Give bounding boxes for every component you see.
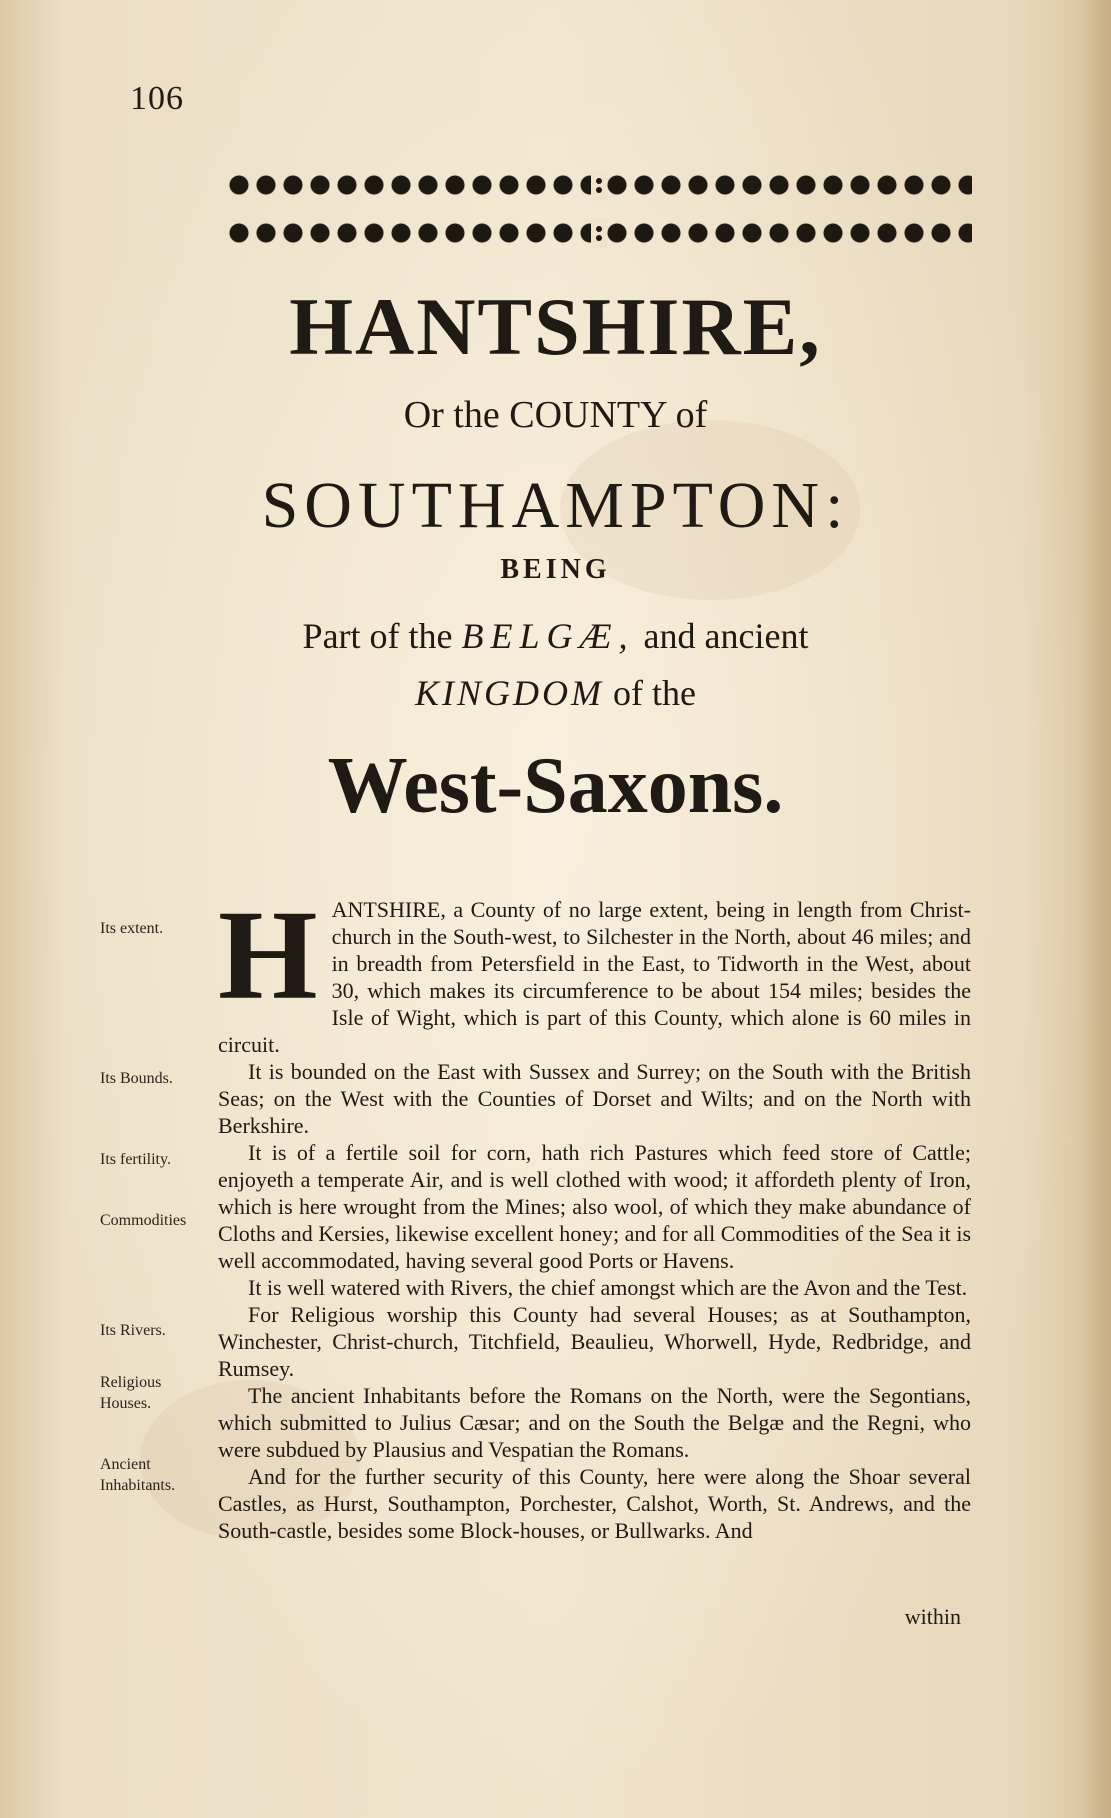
- county-title: SOUTHAMPTON:: [261, 469, 850, 542]
- subtitle: Or the COUNTY of: [403, 394, 708, 436]
- margin-note: Its extent.: [100, 920, 164, 937]
- and-ancient-text: and ancient: [643, 616, 809, 656]
- paragraph-rivers: It is well watered with Rivers, the chief amongst which are the Avon and the Test.: [248, 1275, 968, 1300]
- paragraph-inhabitants: The ancient Inhabitants before the Romans on the North, were the Segontians, which submitted to Julius Cæsar; and on the South the Belgæ and the Regni, who were subdued by Plausius and Vespatian the Romans.: [218, 1383, 971, 1462]
- paragraph-castles: And for the further security of this County, here were along the Shoar several Castles, as Hurst, Southampton, Porchester, Calshot, Worth, St. Andrews, and the South-castle, besides some Block-houses, or Bullwarks. And: [218, 1464, 971, 1543]
- margin-note: Its Rivers.: [100, 1322, 166, 1339]
- body-text: [218, 884, 971, 1544]
- paragraph-religious-houses: For Religious worship this County had several Houses; as at Southampton, Winchester, Christ-church, Titchfield, Beaulieu, Whorwell, Hyde, Redbridge, and Rumsey.: [218, 1302, 971, 1381]
- part-of-text: Part of the: [302, 616, 453, 656]
- belgae-text: BELGÆ,: [461, 616, 635, 656]
- belgae-line: [0, 618, 1111, 654]
- catchword: within: [904, 1604, 961, 1629]
- paragraph-bounds: It is bounded on the East with Sussex and Surrey; on the South with the British Seas; on the West with the Counties of Dorset and Wilts; and on the North with Berkshire.: [218, 1059, 971, 1138]
- margin-note: Commodities: [100, 1212, 187, 1229]
- margin-note: Its Bounds.: [100, 1070, 173, 1087]
- margin-note: Religious Houses.: [100, 1374, 162, 1412]
- kingdom-text: KINGDOM: [415, 673, 605, 713]
- ornament-colon: [591, 218, 607, 248]
- west-saxons-title: West-Saxons.: [327, 742, 784, 830]
- page-edge-shadow: [1077, 0, 1111, 1818]
- page-number: 106: [130, 80, 184, 117]
- margin-note: Ancient Inhabitants.: [100, 1456, 176, 1494]
- drop-cap: H: [218, 884, 318, 1026]
- being-line: BEING: [500, 554, 611, 585]
- ornament-colon: [591, 170, 607, 200]
- of-the-text: of the: [613, 673, 696, 713]
- paragraph-fertility: It is of a fertile soil for corn, hath rich Pastures which feed store of Cattle; enjoyeth a temperate Air, and is well clothed with wood; it affordeth plenty of Iron, which is here wrought from the Mines; also wool, of which they make abundance of Cloths and Kersies, likewise excellent honey; and for all Commodities of the Sea it is well accommodated, having several good Ports or Havens.: [218, 1140, 971, 1273]
- paragraph-extent: H ANTSHIRE, a County of no large extent, being in length from Christ-church in the South-west, to Silchester in the North, about 46 miles; and in breadth from Petersfield in the East, to Tidworth in the West, about 30, which makes its circumference to be about 154 miles; besides the Isle of Wight, which is part of this County, which alone is 60 miles in circuit.: [218, 884, 971, 1057]
- margin-note: Its fertility.: [100, 1151, 171, 1168]
- kingdom-line: [0, 675, 1111, 711]
- page-title: HANTSHIRE,: [289, 281, 822, 372]
